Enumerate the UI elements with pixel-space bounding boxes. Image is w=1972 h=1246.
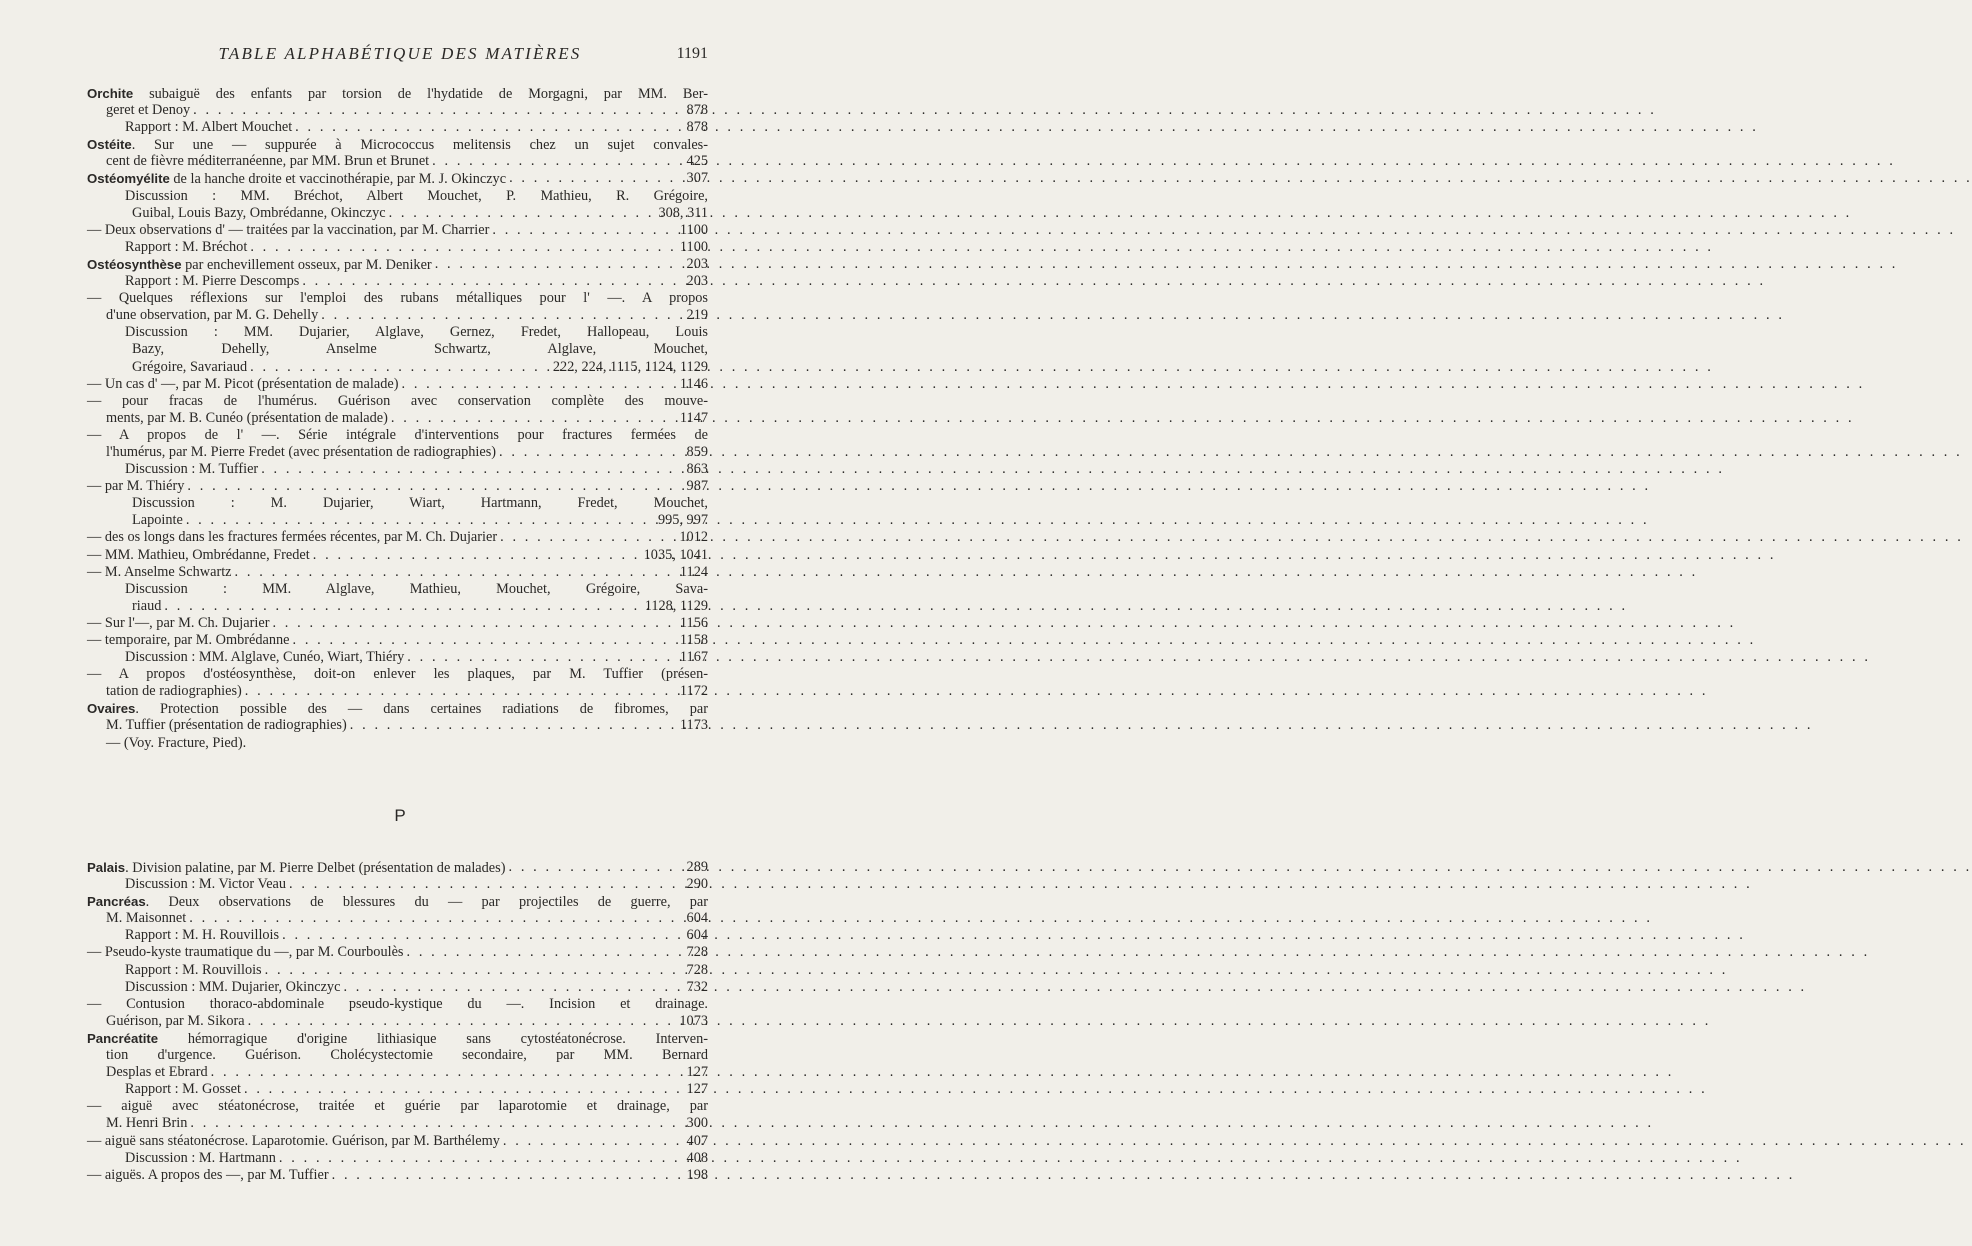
- entry-text: [106, 717, 347, 734]
- dot-leader: [242, 683, 680, 700]
- entry-description: — par M. Thiéry: [87, 478, 185, 495]
- entry-description: Rapport : M. Albert Mouchet: [125, 119, 293, 136]
- page-reference: 863: [686, 461, 708, 478]
- entry-description: hémorragique d'origine lithiasique sans cytostéatonécrose. Interven-: [158, 1030, 708, 1047]
- index-line: [87, 876, 708, 893]
- entry-description: . Division palatine, par M. Pierre Delbet (présentation de malades): [125, 860, 506, 876]
- entry-text: [106, 307, 318, 324]
- dot-leader: [386, 205, 659, 222]
- dot-leader: [347, 717, 680, 734]
- page-reference: 1124: [679, 563, 708, 580]
- index-line: [87, 1115, 708, 1132]
- dot-leader: [299, 273, 686, 290]
- entry-text: [132, 495, 708, 512]
- index-line: [87, 615, 708, 632]
- entry-description: Discussion : M. Victor Veau: [125, 876, 287, 893]
- entry-text: [87, 996, 708, 1013]
- dot-leader: [279, 927, 686, 944]
- dot-leader: [329, 1167, 687, 1184]
- index-line: [87, 256, 708, 273]
- entry-description: — Pseudo-kyste traumatique du —, par M. Courboulès: [87, 944, 404, 961]
- dot-leader: [262, 962, 687, 979]
- entry-description: Discussion : MM. Bréchot, Albert Mouchet, P. Mathieu, R. Grégoire,: [125, 187, 708, 204]
- page-reference: 408: [686, 1149, 708, 1166]
- index-line: [87, 239, 708, 256]
- index-line: [87, 717, 708, 734]
- entry-description: subaiguë des enfants par torsion de l'hydatide de Morgagni, par MM. Ber-: [133, 86, 708, 102]
- dot-leader: [318, 307, 686, 324]
- entry-description: Discussion : MM. Alglave, Cunéo, Wiart, Thiéry: [125, 649, 405, 666]
- index-line: [87, 979, 708, 996]
- entry-description: Discussion : M. Hartmann: [125, 1149, 276, 1166]
- index-line: [87, 1064, 708, 1081]
- entry-description: geret et Denoy: [106, 102, 191, 119]
- dot-leader: [258, 461, 686, 478]
- entry-description: — aiguës. A propos des —, par M. Tuffier: [87, 1166, 329, 1183]
- dot-leader: [505, 859, 686, 876]
- entry-description: . Sur une — suppurée à Micrococcus melitensis chez un sujet convales-: [131, 137, 708, 154]
- entry-description: Grégoire, Savariaud: [132, 358, 248, 375]
- index-line: [87, 1013, 708, 1030]
- dot-leader: [398, 376, 679, 393]
- index-line: [87, 205, 708, 222]
- dot-leader: [247, 239, 680, 256]
- page-reference: 203: [686, 255, 708, 272]
- section-letter: P: [394, 806, 406, 825]
- dot-leader: [403, 944, 686, 961]
- page-reference: 407: [686, 1132, 708, 1149]
- entry-text: [125, 273, 299, 290]
- page-header: [0, 44, 800, 68]
- entry-text: [132, 512, 183, 529]
- index-line: [87, 962, 708, 979]
- entry-description: — aiguë sans stéatonécrose. Laparotomie. Guérison, par M. Barthélemy: [87, 1132, 500, 1149]
- running-title: TABLE ALPHABÉTIQUE DES MATIÈRES: [218, 44, 582, 63]
- entry-description: Discussion : MM. Dujarier, Okinczyc: [125, 978, 341, 995]
- page-reference: 222, 224, 1115, 1124, 1129: [552, 358, 708, 375]
- dot-leader: [186, 910, 686, 927]
- index-line: [87, 893, 708, 910]
- index-line: [87, 1030, 708, 1047]
- entry-description: M. Maisonnet: [106, 910, 187, 927]
- entry-description: Guibal, Louis Bazy, Ombrédanne, Okinczyc: [132, 204, 386, 221]
- page-reference: 198: [686, 1166, 708, 1183]
- index-line: [87, 512, 708, 529]
- entry-keyword: Palais: [87, 860, 126, 875]
- index-line: [87, 564, 708, 581]
- dot-leader: [489, 222, 680, 239]
- index-line: [87, 461, 708, 478]
- entry-text: [132, 205, 386, 222]
- entry-text: [87, 85, 708, 102]
- index-entries-p: [87, 859, 708, 1184]
- entry-text: [106, 1064, 208, 1081]
- entry-description: cent de fièvre méditerranéenne, par MM. Brun et Brunet: [106, 153, 430, 170]
- index-line: [87, 547, 708, 564]
- dot-leader: [292, 119, 686, 136]
- entry-text: [87, 393, 708, 410]
- entry-text: [87, 1098, 708, 1115]
- page-reference: 728: [686, 961, 708, 978]
- page-reference: 1146: [679, 375, 708, 392]
- entry-text: [87, 222, 489, 239]
- index-line: [87, 478, 708, 495]
- index-line: [87, 1081, 708, 1098]
- index-line: [87, 290, 708, 307]
- dot-leader: [506, 170, 686, 187]
- page-number: 1191: [676, 45, 708, 62]
- entry-description: riaud: [132, 597, 162, 614]
- page-reference: 728: [686, 944, 708, 961]
- entry-text: [106, 153, 429, 170]
- page-reference: 1167: [679, 649, 708, 666]
- entry-description: M. Tuffier (présentation de radiographies): [106, 717, 347, 734]
- entry-text: [132, 341, 708, 358]
- entry-text: [106, 735, 246, 752]
- index-line: [87, 910, 708, 927]
- entry-description: — Un cas d' —, par M. Picot (présentation de malade): [87, 375, 399, 392]
- page-reference: 859: [686, 443, 708, 460]
- entry-text: [132, 598, 161, 615]
- page-reference: 604: [686, 910, 708, 927]
- dot-leader: [429, 153, 686, 170]
- index-line: [87, 1098, 708, 1115]
- entry-description: M. Henri Brin: [106, 1115, 188, 1132]
- page-reference: 1147: [679, 409, 708, 426]
- entry-description: — pour fracas de l'humérus. Guérison avec conservation complète des mouve-: [87, 392, 708, 409]
- entry-description: Rapport : M. Pierre Descomps: [125, 273, 300, 290]
- page-reference: 289: [686, 859, 708, 875]
- index-line: [87, 341, 708, 358]
- index-line: [87, 944, 708, 961]
- entry-text: [87, 944, 403, 961]
- entry-text: [106, 683, 242, 700]
- index-line: [87, 683, 708, 700]
- index-line: [87, 324, 708, 341]
- page-reference: 1156: [679, 614, 708, 631]
- page-reference: 732: [686, 978, 708, 995]
- entry-text: [125, 188, 708, 205]
- entry-description: — A propos de l' —. Série intégrale d'interventions pour fractures fermées de: [87, 426, 708, 443]
- dot-leader: [232, 564, 680, 581]
- entry-description: — M. Anselme Schwartz: [87, 563, 232, 580]
- entry-description: Discussion : M. Tuffier: [125, 461, 259, 478]
- index-line: [87, 700, 708, 717]
- entry-text: [125, 324, 708, 341]
- index-line: [87, 376, 708, 393]
- index-line: [87, 1167, 708, 1184]
- page-reference: 995, 997: [657, 512, 708, 529]
- page-reference: 127: [686, 1081, 708, 1098]
- dot-leader: [161, 598, 644, 615]
- entry-keyword: Orchite: [87, 86, 134, 101]
- entry-text: [87, 427, 708, 444]
- entry-description: Discussion : MM. Dujarier, Alglave, Gernez, Fredet, Hallopeau, Louis: [125, 324, 708, 341]
- entry-text: [87, 700, 708, 717]
- index-line: [87, 410, 708, 427]
- entry-description: Desplas et Ebrard: [106, 1064, 208, 1081]
- entry-keyword: Ostéite: [87, 137, 132, 153]
- page-reference: 290: [686, 876, 708, 893]
- index-line: [87, 598, 708, 615]
- index-line: [87, 1150, 708, 1167]
- entry-description: tion d'urgence. Guérison. Cholécystectomie secondaire, par MM. Bernard: [106, 1047, 708, 1064]
- entry-description: — aiguë avec stéatonécrose, traitée et guérie par laparotomie et drainage, par: [87, 1098, 708, 1115]
- entry-text: [106, 410, 388, 427]
- entry-description: Guérison, par M. Sikora: [106, 1012, 245, 1029]
- entry-text: [87, 478, 184, 495]
- entry-keyword: Ovaires: [87, 701, 136, 717]
- index-line: [87, 1133, 708, 1150]
- entry-description: Rapport : M. Rouvillois: [125, 961, 262, 978]
- entry-text: [132, 359, 247, 376]
- entry-text: [87, 632, 289, 649]
- entry-description: Rapport : M. H. Rouvillois: [125, 927, 280, 944]
- page-reference: 1172: [679, 683, 708, 700]
- entry-description: — Contusion thoraco-abdominale pseudo-kystique du —. Incision et drainage.: [87, 995, 708, 1012]
- index-line: [87, 427, 708, 444]
- entry-description: . Deux observations de blessures du — par projectiles de guerre, par: [145, 894, 708, 911]
- index-line: [87, 495, 708, 512]
- index-line: [87, 153, 708, 170]
- index-line: [87, 102, 708, 119]
- entry-text: [125, 876, 286, 893]
- entry-description: — (Voy. Fracture, Pied).: [106, 734, 247, 751]
- entry-text: [106, 1013, 245, 1030]
- index-line: [87, 444, 708, 461]
- dot-leader: [496, 444, 687, 461]
- index-line: [87, 85, 708, 102]
- page-reference: 1035, 1041: [643, 546, 708, 563]
- page-reference: 300: [686, 1115, 708, 1132]
- entry-text: [87, 290, 708, 307]
- dot-leader: [289, 632, 679, 649]
- entry-text: [87, 547, 310, 564]
- entry-text: [87, 564, 232, 581]
- entry-text: [87, 529, 497, 546]
- dot-leader: [340, 979, 686, 996]
- index-line: [87, 529, 708, 546]
- entry-description: — A propos d'ostéosynthèse, doit-on enlever les plaques, par M. Tuffier (présen-: [87, 666, 708, 683]
- page-reference: 219: [686, 307, 708, 324]
- entry-text: [106, 444, 496, 461]
- page-reference: 1100: [679, 238, 708, 255]
- page-reference: 604: [686, 927, 708, 944]
- index-line: [87, 632, 708, 649]
- page-reference: 1012: [679, 529, 708, 546]
- entry-text: [87, 1133, 500, 1150]
- entry-text: [125, 649, 404, 666]
- page-reference: 1158: [679, 632, 708, 648]
- entry-description: ments, par M. B. Cunéo (présentation de malade): [106, 409, 388, 426]
- entry-text: [125, 461, 258, 478]
- entry-text: [106, 1047, 708, 1064]
- page-reference: 878: [686, 119, 708, 136]
- entry-text: [87, 893, 708, 910]
- page-reference: 1173: [679, 717, 708, 734]
- dot-leader: [286, 876, 687, 893]
- entry-description: — MM. Mathieu, Ombrédanne, Fredet: [87, 546, 310, 563]
- dot-leader: [187, 1115, 686, 1132]
- dot-leader: [183, 512, 658, 529]
- entry-description: Bazy, Dehelly, Anselme Schwartz, Alglave, Mouchet,: [132, 341, 708, 358]
- dot-leader: [310, 547, 644, 564]
- page-reference: 1128, 1129: [644, 597, 708, 614]
- entry-keyword: Pancréas: [87, 894, 146, 910]
- index-line: [87, 1047, 708, 1064]
- entry-text: [106, 910, 186, 927]
- entry-text: [87, 170, 506, 187]
- dot-leader: [497, 529, 679, 546]
- entry-text: [87, 1030, 708, 1047]
- dot-leader: [276, 1150, 687, 1167]
- entry-text: [87, 1167, 329, 1184]
- index-line: [87, 666, 708, 683]
- entry-description: Discussion : M. Dujarier, Wiart, Hartmann, Fredet, Mouchet,: [132, 495, 708, 512]
- entry-description: l'humérus, par M. Pierre Fredet (avec présentation de radiographies): [106, 443, 497, 460]
- entry-text: [87, 859, 505, 876]
- entry-keyword: Pancréatite: [87, 1030, 159, 1046]
- index-line: [87, 359, 708, 376]
- page-reference: 1100: [679, 221, 708, 238]
- page-reference: 307: [686, 170, 708, 187]
- index-line: [87, 393, 708, 410]
- page-reference: 987: [686, 478, 708, 495]
- entry-text: [87, 136, 708, 153]
- page-reference: 127: [686, 1064, 708, 1081]
- page-reference: 203: [686, 273, 708, 290]
- entry-text: [87, 256, 432, 273]
- index-line: [87, 188, 708, 205]
- entry-description: . Protection possible des — dans certaines radiations de fibromes, par: [135, 701, 708, 718]
- entry-text: [106, 1115, 187, 1132]
- index-line: [87, 222, 708, 239]
- entry-description: — Deux observations d' — traitées par la vaccination, par M. Charrier: [87, 221, 490, 238]
- entry-keyword: Ostéosynthèse: [87, 256, 182, 272]
- index-entries-o: [87, 85, 708, 752]
- entry-text: [125, 927, 279, 944]
- page-reference: 1073: [679, 1012, 708, 1029]
- entry-description: Lapointe: [132, 512, 183, 529]
- index-line: [87, 859, 708, 876]
- entry-text: [125, 1081, 241, 1098]
- dot-leader: [184, 478, 686, 495]
- dot-leader: [404, 649, 680, 666]
- index-line: [87, 927, 708, 944]
- index-line: [87, 307, 708, 324]
- entry-text: [125, 962, 262, 979]
- entry-description: — Quelques réflexions sur l'emploi des rubans métalliques pour l' —. A propos: [87, 290, 708, 307]
- entry-description: Discussion : MM. Alglave, Mathieu, Mouchet, Grégoire, Sava-: [125, 580, 708, 597]
- dot-leader: [269, 615, 679, 632]
- dot-leader: [245, 1013, 680, 1030]
- index-line: [87, 735, 708, 752]
- dot-leader: [388, 410, 680, 427]
- entry-description: Rapport : M. Gosset: [125, 1081, 241, 1098]
- entry-description: — des os longs dans les fractures fermées récentes, par M. Ch. Dujarier: [87, 529, 498, 546]
- entry-keyword: Ostéomyélite: [87, 171, 170, 187]
- dot-leader: [241, 1081, 687, 1098]
- entry-text: [125, 979, 340, 996]
- index-line: [87, 273, 708, 290]
- entry-text: [106, 102, 190, 119]
- dot-leader: [247, 359, 553, 376]
- index-line: [87, 649, 708, 666]
- entry-description: Rapport : M. Bréchot: [125, 238, 248, 255]
- entry-description: — Sur l'—, par M. Ch. Dujarier: [87, 614, 270, 631]
- entry-text: [87, 666, 708, 683]
- index-line: [87, 136, 708, 153]
- entry-text: [125, 239, 247, 256]
- entry-description: — temporaire, par M. Ombrédanne: [87, 632, 290, 648]
- page-reference: 425: [686, 153, 708, 170]
- entry-text: [87, 615, 269, 632]
- entry-text: [125, 581, 708, 598]
- page-reference: 308, 311: [658, 204, 708, 221]
- index-line: [87, 581, 708, 598]
- index-line: [87, 119, 708, 136]
- dot-leader: [208, 1064, 687, 1081]
- index-line: [87, 170, 708, 187]
- entry-text: [125, 1150, 276, 1167]
- dot-leader: [432, 256, 687, 273]
- dot-leader: [500, 1133, 687, 1150]
- entry-text: [125, 119, 292, 136]
- entry-description: d'une observation, par M. G. Dehelly: [106, 307, 319, 324]
- index-line: [87, 996, 708, 1013]
- index-page: [0, 0, 800, 1246]
- entry-description: tation de radiographies): [106, 683, 242, 700]
- dot-leader: [190, 102, 686, 119]
- entry-text: [87, 376, 398, 393]
- entry-description: de la hanche droite et vaccinothérapie, par M. J. Okinczyc: [169, 171, 507, 188]
- entry-description: par enchevillement osseux, par M. Deniker: [181, 256, 432, 273]
- page-reference: 878: [686, 102, 708, 119]
